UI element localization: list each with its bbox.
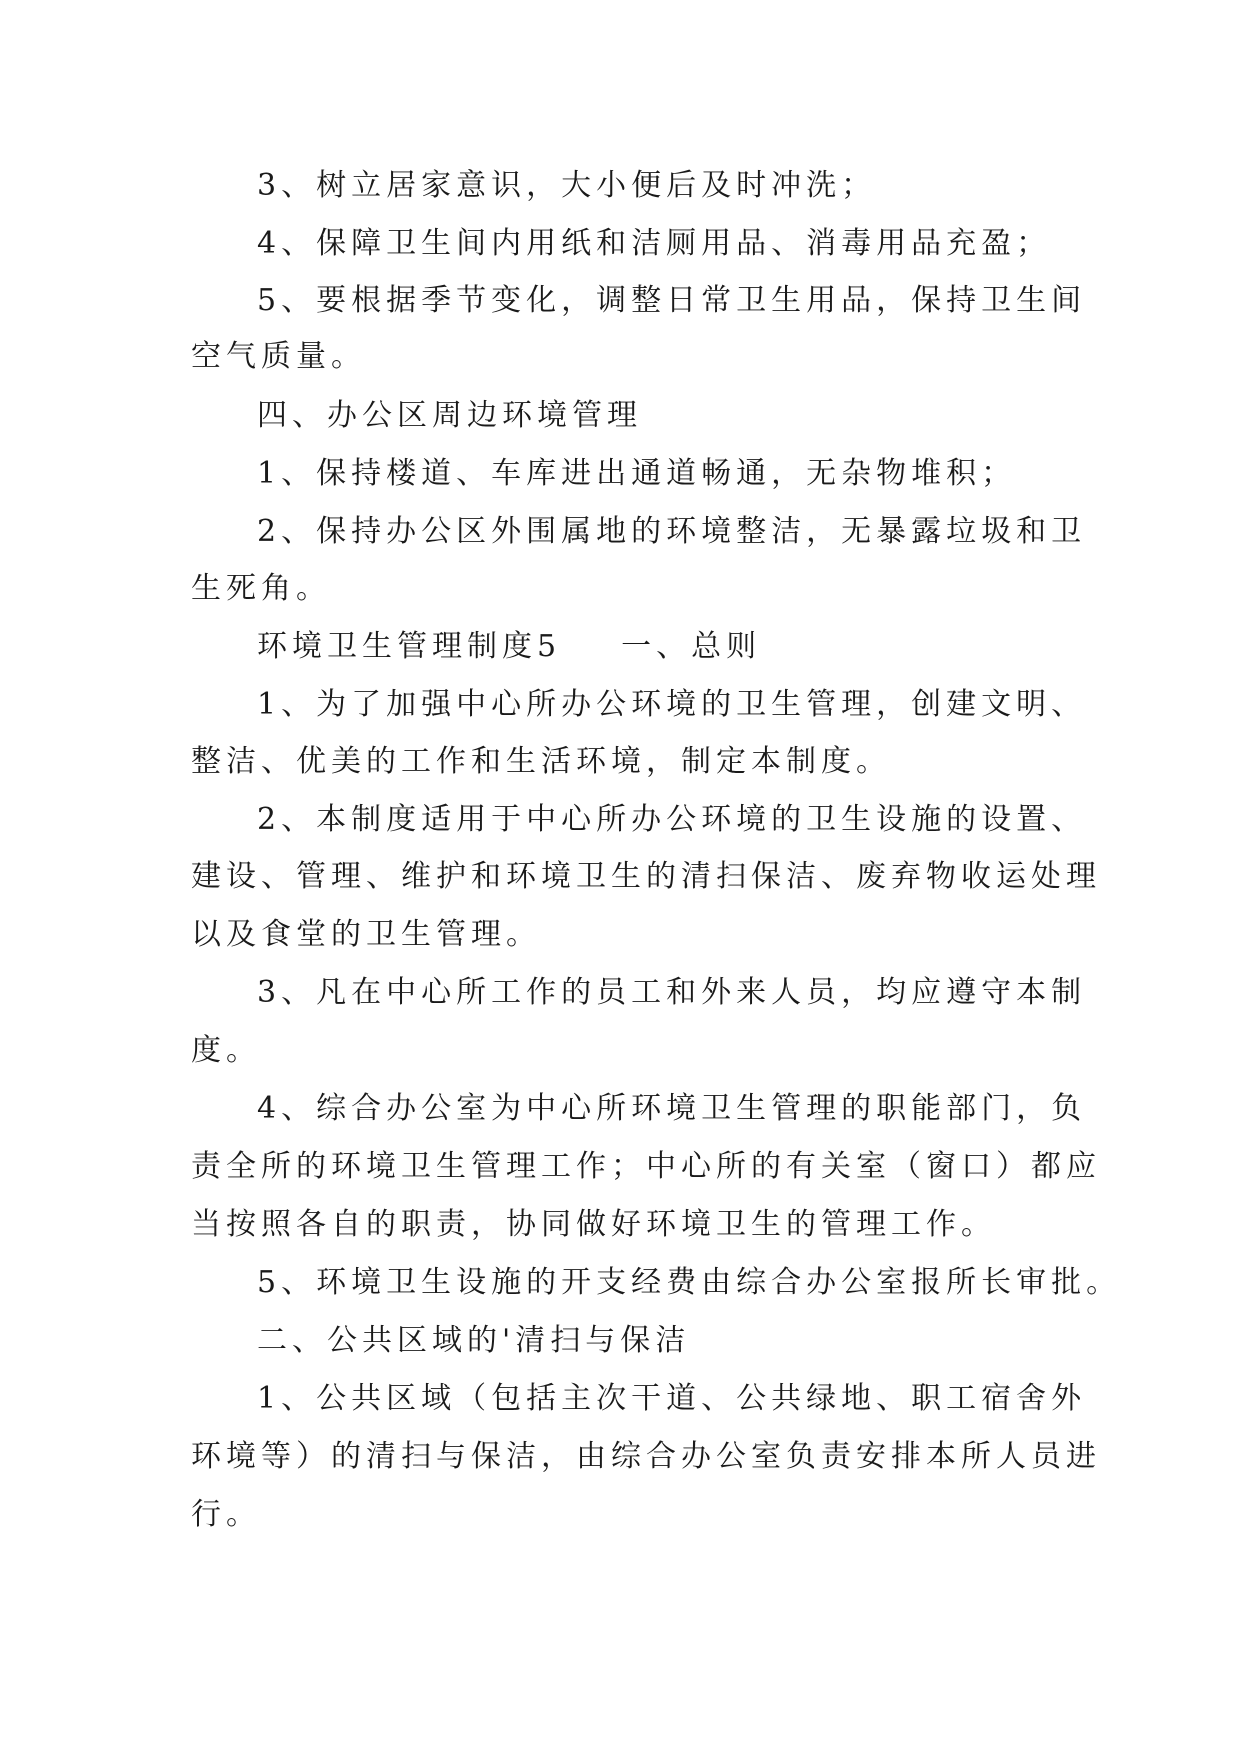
paragraph-line: 1、为了加强中心所办公环境的卫生管理，创建文明、: [257, 687, 1087, 722]
section-heading: 四、办公区周边环境管理: [257, 398, 642, 433]
paragraph-line: 当按照各自的职责，协同做好环境卫生的管理工作。: [191, 1207, 996, 1242]
paragraph-line: 3、凡在中心所工作的员工和外来人员，均应遵守本制: [257, 975, 1087, 1010]
paragraph-line: 责全所的环境卫生管理工作；中心所的有关室（窗口）都应: [191, 1149, 1101, 1184]
paragraph-line: 度。: [191, 1033, 261, 1068]
paragraph-line: 5、要根据季节变化，调整日常卫生用品，保持卫生间: [257, 283, 1087, 318]
paragraph-line: 5、环境卫生设施的开支经费由综合办公室报所长审批。: [257, 1265, 1122, 1300]
paragraph-line: 环境等）的清扫与保洁，由综合办公室负责安排本所人员进: [191, 1439, 1101, 1474]
paragraph-line: 行。: [191, 1497, 261, 1532]
paragraph-line: 以及食堂的卫生管理。: [191, 917, 541, 952]
paragraph-line: 4、保障卫生间内用纸和洁厕用品、消毒用品充盈；: [257, 226, 1052, 261]
paragraph-line: 1、保持楼道、车库进出通道畅通，无杂物堆积；: [257, 456, 1017, 491]
paragraph-line: 2、保持办公区外围属地的环境整洁，无暴露垃圾和卫: [257, 514, 1087, 549]
paragraph-line: 建设、管理、维护和环境卫生的清扫保洁、废弃物收运处理: [191, 859, 1101, 894]
paragraph-line: 2、本制度适用于中心所办公环境的卫生设施的设置、: [257, 802, 1087, 837]
paragraph-line: 生死角。: [191, 571, 331, 606]
document-title: 环境卫生管理制度5: [257, 629, 562, 664]
paragraph-line: 1、公共区域（包括主次干道、公共绿地、职工宿舍外: [257, 1381, 1087, 1416]
paragraph-line: 3、树立居家意识，大小便后及时冲洗；: [257, 168, 877, 203]
document-title-line: [191, 623, 1071, 671]
section-heading: 二、公共区域的'清扫与保洁: [257, 1323, 691, 1358]
paragraph-line: 整洁、优美的工作和生活环境，制定本制度。: [191, 744, 891, 779]
paragraph-line: 空气质量。: [191, 339, 366, 374]
paragraph-line: 4、综合办公室为中心所环境卫生管理的职能部门，负: [257, 1091, 1087, 1126]
section-heading: 一、总则: [621, 629, 762, 664]
